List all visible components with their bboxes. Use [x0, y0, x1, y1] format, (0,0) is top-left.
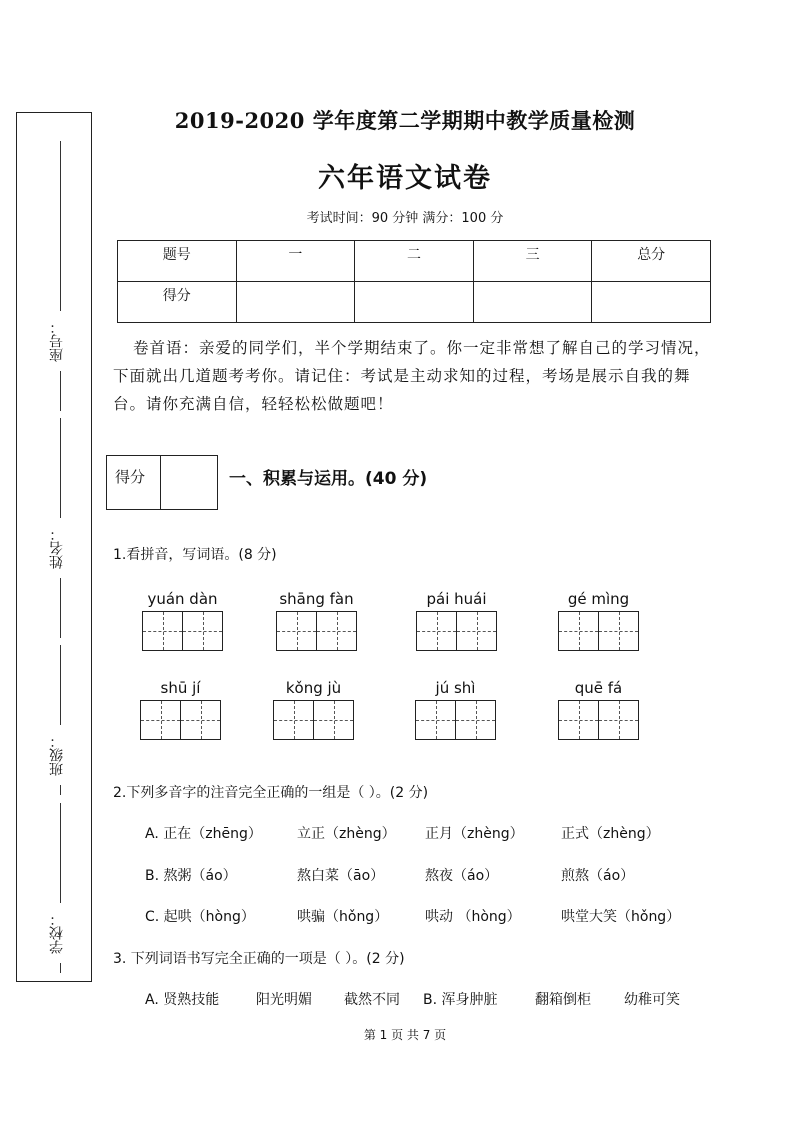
table-cell: 二: [355, 241, 474, 282]
intro-paragraph: [113, 334, 713, 418]
exam-title: 2019-2020 学年度第二学期期中教学质量检测: [174, 108, 636, 133]
pinyin-item: [558, 590, 639, 651]
name-label: 姓名：: [47, 518, 69, 578]
seat-label: 座号：: [47, 311, 69, 371]
table-cell: 总分: [592, 241, 711, 282]
question-2-prompt: 2.下列多音字的注音完全正确的一组是（ ）。(2 分): [113, 785, 429, 801]
pinyin-item: [276, 590, 357, 651]
option-text: 正式（zhèng）: [561, 826, 660, 842]
table-cell: 题号: [118, 241, 237, 282]
option-text: 幼稚可笑: [624, 992, 680, 1008]
question-1-prompt: 1.看拼音，写词语。(8 分): [113, 547, 277, 563]
score-table-header-row: [118, 241, 711, 282]
pinyin-text: shāng fàn: [279, 590, 354, 608]
pinyin-text: shū jí: [160, 679, 201, 697]
table-cell: 得分: [118, 282, 237, 323]
school-label: 学校：: [47, 903, 69, 963]
option-text: 熬白菜（āo）: [297, 868, 385, 884]
pinyin-item: [415, 679, 496, 740]
table-cell: [355, 282, 474, 323]
writing-grid[interactable]: [140, 700, 221, 740]
question-3-prompt: 3. 下列词语书写完全正确的一项是（ ）。(2 分): [113, 951, 405, 967]
option-text: 哄堂大笑（hǒng）: [561, 909, 681, 925]
pinyin-text: quē fá: [574, 679, 623, 697]
pinyin-text: kǒng jù: [285, 679, 342, 697]
writing-grid[interactable]: [142, 611, 223, 651]
table-cell: [473, 282, 592, 323]
writing-grid[interactable]: [558, 611, 639, 651]
table-cell: [236, 282, 355, 323]
binding-strip: [16, 112, 92, 982]
section-score-label: 得分: [107, 456, 161, 509]
score-table-score-row: [118, 282, 711, 323]
exam-subtitle: 六年语文试卷: [318, 163, 492, 194]
table-cell: [592, 282, 711, 323]
pinyin-text: yuán dàn: [147, 590, 218, 608]
option-text: A. 贤熟技能: [145, 992, 220, 1008]
pinyin-text: gé mìng: [567, 590, 630, 608]
writing-grid[interactable]: [415, 700, 496, 740]
option-text: B. 熬粥（áo）: [145, 868, 237, 884]
table-cell: 三: [473, 241, 592, 282]
exam-info: 考试时间：90 分钟 满分：100 分: [306, 211, 504, 226]
pinyin-item: [273, 679, 354, 740]
option-text: 煎熬（áo）: [561, 868, 635, 884]
writing-grid[interactable]: [558, 700, 639, 740]
option-text: A. 正在（zhēng）: [145, 826, 262, 842]
pinyin-item: [140, 679, 221, 740]
table-cell: 一: [236, 241, 355, 282]
option-text: 翻箱倒柜: [535, 992, 591, 1008]
writing-grid[interactable]: [276, 611, 357, 651]
option-text: 立正（zhèng）: [297, 826, 396, 842]
section-title: 一、积累与运用。(40 分): [229, 469, 428, 489]
writing-grid[interactable]: [416, 611, 497, 651]
class-label: 班级：: [47, 725, 69, 785]
pinyin-item: [558, 679, 639, 740]
score-table: [117, 240, 711, 323]
writing-grid[interactable]: [273, 700, 354, 740]
pinyin-text: pái huái: [426, 590, 487, 608]
option-text: B. 浑身肿脏: [423, 992, 498, 1008]
option-text: 哄骗（hǒng）: [297, 909, 389, 925]
pinyin-item: [416, 590, 497, 651]
section-score-box: [106, 455, 218, 510]
option-text: 哄动 （hòng）: [425, 909, 521, 925]
option-text: 熬夜（áo）: [425, 868, 499, 884]
option-text: 正月（zhèng）: [425, 826, 524, 842]
option-text: 阳光明媚: [256, 992, 312, 1008]
pinyin-item: [142, 590, 223, 651]
option-text: C. 起哄（hòng）: [145, 909, 255, 925]
intro-text: 卷首语：亲爱的同学们，半个学期结束了。你一定非常想了解自己的学习情况，下面就出几道题考考你。请记住：考试是主动求知的过程，考场是展示自我的舞台。请你充满自信，轻轻松松做题吧！: [113, 339, 711, 413]
pinyin-text: jú shì: [435, 679, 476, 697]
option-text: 截然不同: [344, 992, 400, 1008]
page-footer: 第 1 页 共 7 页: [363, 1028, 447, 1042]
